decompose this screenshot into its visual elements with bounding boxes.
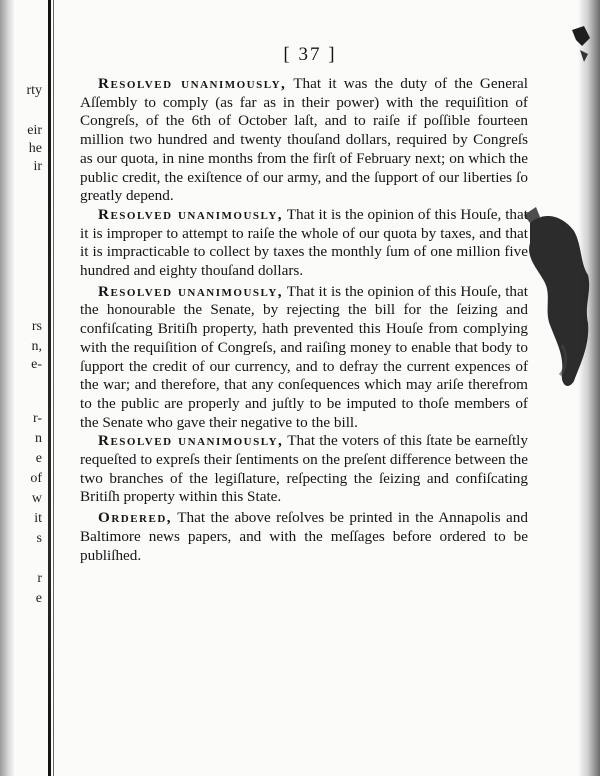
facing-page-fragment: r (37, 571, 42, 586)
facing-page-fragment: e- (31, 357, 42, 372)
facing-page-fragment: e (35, 451, 42, 466)
facing-page-fragment: n (35, 431, 42, 446)
facing-page-fragment: n, (31, 339, 42, 354)
facing-page-fragment: w (31, 491, 42, 506)
facing-page-fragment: s (36, 531, 42, 546)
ink-stain (522, 205, 592, 395)
resolution-text: That it was the duty of the General Aſſembly to comply (as far as in their power) with the requiſition of Congreſs, of the 6th of October laſt, and to raiſe if poſſible fourteen million two hundred and twenty thouſand dollars, required by Congreſs as our quota, in nine months from the firſt of February next; on which the public credit, the exiſtence of our army, and the ſupport of our liberties ſo greatly depend. (80, 75, 528, 205)
resolution-lead: Resolved unanimously, (98, 205, 284, 223)
resolution-paragraph (80, 75, 528, 206)
facing-page-fragment: ir (33, 159, 42, 174)
resolution-text: That the voters of this ſtate be earneſtly requeſted to expreſs their ſentiments on the preſent difference between the two branches of the legiſlature, reſpecting the ſeizing and confiſcating Britiſh property within this State. (80, 432, 528, 506)
facing-page-fragment: eir (27, 123, 42, 138)
resolution-paragraph (80, 206, 528, 281)
resolution-lead: Resolved unanimously, (98, 75, 287, 92)
resolution-paragraph (80, 432, 528, 507)
order-lead: Ordered, (98, 509, 173, 527)
corner-damage-mark (566, 24, 596, 64)
facing-page-fragment: of (30, 471, 42, 486)
page-number: [ 37 ] (283, 44, 337, 65)
binding-fold-edge (53, 0, 54, 776)
resolution-lead: Resolved unanimously, (98, 282, 284, 300)
facing-page-fragment: he (28, 141, 42, 156)
facing-page-fragment: r- (32, 411, 42, 426)
order-text: That the above reſolves be printed in the Annapolis and Baltimore news papers, and with the meſſages before ordered to be publiſhed. (80, 509, 528, 564)
facing-page-fragment: it (34, 511, 42, 526)
resolution-paragraph (80, 283, 528, 433)
facing-page-fragment: e (35, 591, 42, 606)
page-body (80, 44, 528, 565)
facing-page-fragments (0, 0, 46, 776)
resolution-text: That it is the opinion of this Houſe, that the honourable the Senate, by rejecting the bill for the ſeizing and confiſcating Britiſh property, hath prevented this Houſe from complying with the requiſition of Congreſs, and raiſing money to enable that body to ſupport the credit of our currency, and to defray the current expences of the war; and therefore, that any conſequences which may ariſe therefrom to the public are properly and juſtly to be imputed to thoſe members of the Senate who gave their negative to the bill. (80, 282, 528, 431)
resolution-lead: Resolved unanimously, (98, 432, 284, 450)
order-paragraph (80, 509, 528, 565)
facing-page-fragment: rty (26, 83, 42, 98)
facing-page-fragment: rs (31, 319, 42, 334)
binding-fold-line (48, 0, 51, 776)
resolution-text: That it is the opinion of this Houſe, that it is improper to attempt to raiſe the whole of our quota by taxes, and that it is impracticable to collect by taxes the monthly ſum of one million five hundred and eighty thouſand dollars. (80, 205, 528, 280)
